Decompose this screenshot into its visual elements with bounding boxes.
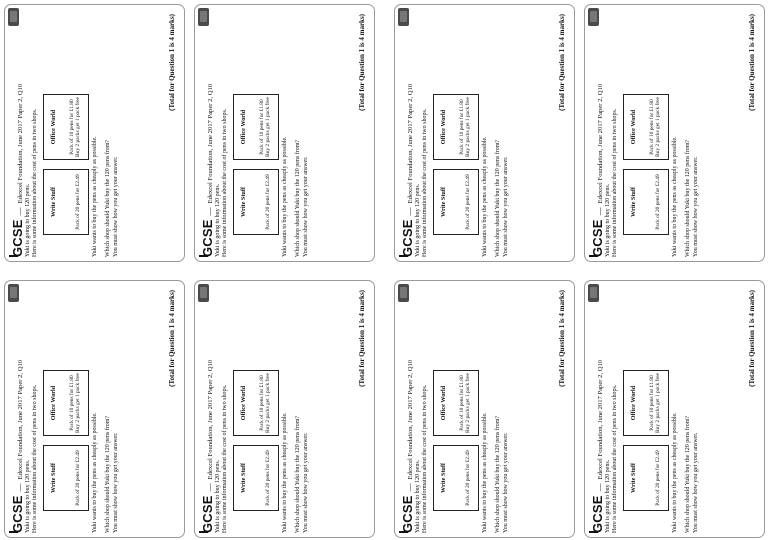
- shop-deal: [259, 96, 272, 158]
- header-separator: —: [15, 207, 24, 216]
- question-line: Which shop should Yuki buy the 120 pens from?: [495, 139, 502, 257]
- deal-line: Buy 2 packs get 1 pack free: [75, 373, 82, 433]
- total-marks: (Total for Question 1 is 4 marks): [358, 14, 366, 111]
- question-line: Yuki wants to buy the pens as cheaply as possible.: [671, 136, 678, 257]
- intro-line: Yuki is going to buy 120 pens.: [25, 183, 31, 257]
- shop-offer-box: [433, 445, 479, 511]
- header-separator: —: [15, 483, 24, 492]
- shop-name: Office World: [629, 385, 637, 421]
- question-line: Yuki wants to buy the pens as cheaply as possible.: [281, 136, 288, 257]
- deal-line: Pack of 20 pens for £2.49: [75, 174, 82, 230]
- deal-line: Pack of 20 pens for £2.49: [265, 450, 272, 506]
- question-line: You must show how you get your answer.: [692, 432, 699, 533]
- intro-line: Here is some information about the cost of pens in two shops.: [32, 108, 39, 257]
- deal-line: Buy 2 packs get 1 pack free: [265, 97, 272, 157]
- source-reference: Edexcel Foundation, June 2017 Paper 2, Q10: [17, 359, 24, 480]
- card-header: [10, 13, 25, 257]
- shop-name: Office World: [239, 385, 247, 421]
- shop-name: Office World: [439, 385, 447, 421]
- question-content: [5, 6, 184, 262]
- intro-line: Yuki is going to buy 120 pens.: [605, 183, 611, 257]
- subject-label: GCSE: [10, 495, 25, 533]
- shop-offer-box: [623, 445, 669, 511]
- deal-line: Pack of 20 pens for £2.49: [655, 174, 662, 230]
- shop-offers: [233, 289, 279, 511]
- question-card: [394, 280, 575, 538]
- deal-line: Buy 2 packs get 1 pack free: [75, 97, 82, 157]
- header-separator: —: [405, 483, 414, 492]
- shop-offer-box: [433, 370, 479, 436]
- shop-deal: [75, 447, 81, 509]
- intro-line: Here is some information about the cost of pens in two shops.: [222, 384, 229, 533]
- shop-name: Write Stuff: [629, 187, 637, 217]
- question-line: You must show how you get your answer.: [692, 156, 699, 257]
- question-card: [4, 280, 185, 538]
- shop-name: Office World: [439, 109, 447, 145]
- question-line: Yuki wants to buy the pens as cheaply as possible.: [481, 412, 488, 533]
- shop-deal: [649, 96, 662, 158]
- shop-name: Write Stuff: [49, 187, 57, 217]
- question-content: [195, 6, 374, 262]
- question-content: [585, 282, 764, 538]
- subject-label: GCSE: [200, 495, 215, 533]
- total-marks: (Total for Question 1 is 4 marks): [558, 14, 566, 111]
- shop-offers: [433, 13, 479, 235]
- shop-offer-box: [233, 445, 279, 511]
- shop-offer-box: [433, 94, 479, 160]
- intro-line: Here is some information about the cost of pens in two shops.: [612, 384, 619, 533]
- question-content: [395, 6, 574, 262]
- shop-name: Write Stuff: [239, 463, 247, 493]
- subject-label: GCSE: [400, 495, 415, 533]
- total-marks: (Total for Question 1 is 4 marks): [748, 290, 756, 387]
- subject-label: GCSE: [200, 219, 215, 257]
- shop-name: Office World: [49, 109, 57, 145]
- shop-offer-box: [433, 169, 479, 235]
- intro-line: Here is some information about the cost of pens in two shops.: [422, 108, 429, 257]
- question-content: [395, 282, 574, 538]
- card-header: [200, 13, 215, 257]
- shop-deal: [465, 171, 471, 233]
- shop-deal: [265, 171, 271, 233]
- intro-line: Here is some information about the cost of pens in two shops.: [422, 384, 429, 533]
- deal-line: Buy 2 packs get 1 pack free: [465, 97, 472, 157]
- total-marks: (Total for Question 1 is 4 marks): [168, 290, 176, 387]
- shop-deal: [649, 372, 662, 434]
- shop-deal: [259, 372, 272, 434]
- source-reference: Edexcel Foundation, June 2017 Paper 2, Q10: [17, 83, 24, 204]
- question-card: [394, 4, 575, 262]
- intro-line: Here is some information about the cost of pens in two shops.: [222, 108, 229, 257]
- shop-name: Office World: [239, 109, 247, 145]
- question-line: You must show how you get your answer.: [112, 156, 119, 257]
- shop-offer-box: [623, 370, 669, 436]
- intro-line: Yuki is going to buy 120 pens.: [415, 459, 421, 533]
- header-separator: —: [595, 483, 604, 492]
- card-header: [400, 13, 415, 257]
- shop-offers: [43, 13, 89, 235]
- deal-line: Pack of 20 pens for £2.49: [75, 450, 82, 506]
- shop-name: Write Stuff: [49, 463, 57, 493]
- shop-deal: [75, 171, 81, 233]
- subject-label: GCSE: [590, 219, 605, 257]
- shop-deal: [655, 171, 661, 233]
- question-line: Which shop should Yuki buy the 120 pens from?: [105, 415, 112, 533]
- source-reference: Edexcel Foundation, June 2017 Paper 2, Q10: [407, 83, 414, 204]
- deal-line: Buy 2 packs get 1 pack free: [265, 373, 272, 433]
- intro-line: Here is some information about the cost of pens in two shops.: [612, 108, 619, 257]
- deal-line: Buy 2 packs get 1 pack free: [465, 373, 472, 433]
- intro-line: Yuki is going to buy 120 pens.: [25, 459, 31, 533]
- header-separator: —: [405, 207, 414, 216]
- question-line: You must show how you get your answer.: [502, 432, 509, 533]
- card-header: [200, 289, 215, 533]
- source-reference: Edexcel Foundation, June 2017 Paper 2, Q10: [407, 359, 414, 480]
- shop-offer-box: [623, 94, 669, 160]
- source-reference: Edexcel Foundation, June 2017 Paper 2, Q10: [597, 83, 604, 204]
- shop-name: Write Stuff: [439, 187, 447, 217]
- shop-deal: [655, 447, 661, 509]
- shop-deal: [459, 372, 472, 434]
- question-card: [194, 4, 375, 262]
- shop-offer-box: [623, 169, 669, 235]
- shop-offers: [233, 13, 279, 235]
- deal-line: Pack of 20 pens for £2.49: [465, 174, 472, 230]
- source-reference: Edexcel Foundation, June 2017 Paper 2, Q10: [597, 359, 604, 480]
- shop-offer-box: [43, 169, 89, 235]
- intro-line: Yuki is going to buy 120 pens.: [215, 459, 221, 533]
- deal-line: Pack of 20 pens for £2.49: [265, 174, 272, 230]
- intro-line: Yuki is going to buy 120 pens.: [415, 183, 421, 257]
- shop-offers: [623, 289, 669, 511]
- header-separator: —: [205, 207, 214, 216]
- header-separator: —: [205, 483, 214, 492]
- deal-line: Pack of 20 pens for £2.49: [655, 450, 662, 506]
- shop-offer-box: [233, 94, 279, 160]
- question-line: Which shop should Yuki buy the 120 pens from?: [495, 415, 502, 533]
- subject-label: GCSE: [10, 219, 25, 257]
- subject-label: GCSE: [590, 495, 605, 533]
- question-card: [194, 280, 375, 538]
- deal-line: Pack of 10 pens for £1.80: [459, 99, 465, 155]
- intro-line: Here is some information about the cost of pens in two shops.: [32, 384, 39, 533]
- question-line: You must show how you get your answer.: [502, 156, 509, 257]
- question-line: You must show how you get your answer.: [302, 432, 309, 533]
- question-line: Which shop should Yuki buy the 120 pens from?: [105, 139, 112, 257]
- shop-deal: [465, 447, 471, 509]
- shop-offer-box: [43, 445, 89, 511]
- card-header: [400, 289, 415, 533]
- question-content: [5, 282, 184, 538]
- question-card: [4, 4, 185, 262]
- deal-line: Pack of 10 pens for £1.80: [69, 375, 75, 431]
- shop-name: Office World: [629, 109, 637, 145]
- question-line: Yuki wants to buy the pens as cheaply as possible.: [481, 136, 488, 257]
- shop-offer-box: [233, 370, 279, 436]
- question-card: [584, 280, 765, 538]
- header-separator: —: [595, 207, 604, 216]
- question-line: Which shop should Yuki buy the 120 pens from?: [685, 139, 692, 257]
- question-line: Yuki wants to buy the pens as cheaply as possible.: [91, 136, 98, 257]
- shop-deal: [265, 447, 271, 509]
- shop-deal: [69, 372, 82, 434]
- shop-name: Office World: [49, 385, 57, 421]
- shop-offers: [43, 289, 89, 511]
- deal-line: Pack of 10 pens for £1.80: [459, 375, 465, 431]
- question-line: You must show how you get your answer.: [302, 156, 309, 257]
- question-line: Yuki wants to buy the pens as cheaply as possible.: [91, 412, 98, 533]
- source-reference: Edexcel Foundation, June 2017 Paper 2, Q10: [207, 83, 214, 204]
- deal-line: Pack of 10 pens for £1.80: [259, 99, 265, 155]
- shop-offers: [623, 13, 669, 235]
- subject-label: GCSE: [400, 219, 415, 257]
- shop-offer-box: [233, 169, 279, 235]
- question-line: Which shop should Yuki buy the 120 pens from?: [295, 139, 302, 257]
- deal-line: Pack of 10 pens for £1.80: [649, 99, 655, 155]
- total-marks: (Total for Question 1 is 4 marks): [748, 14, 756, 111]
- question-line: Which shop should Yuki buy the 120 pens from?: [685, 415, 692, 533]
- card-header: [590, 289, 605, 533]
- shop-name: Write Stuff: [629, 463, 637, 493]
- shop-offer-box: [43, 370, 89, 436]
- shop-name: Write Stuff: [439, 463, 447, 493]
- deal-line: Pack of 10 pens for £1.80: [259, 375, 265, 431]
- question-content: [195, 282, 374, 538]
- question-line: You must show how you get your answer.: [112, 432, 119, 533]
- shop-offer-box: [43, 94, 89, 160]
- total-marks: (Total for Question 1 is 4 marks): [358, 290, 366, 387]
- intro-line: Yuki is going to buy 120 pens.: [215, 183, 221, 257]
- source-reference: Edexcel Foundation, June 2017 Paper 2, Q10: [207, 359, 214, 480]
- shop-offers: [433, 289, 479, 511]
- shop-name: Write Stuff: [239, 187, 247, 217]
- question-card: [584, 4, 765, 262]
- question-line: Yuki wants to buy the pens as cheaply as possible.: [281, 412, 288, 533]
- shop-deal: [459, 96, 472, 158]
- deal-line: Pack of 10 pens for £1.80: [69, 99, 75, 155]
- question-line: Yuki wants to buy the pens as cheaply as possible.: [671, 412, 678, 533]
- deal-line: Buy 2 packs get 1 pack free: [655, 373, 662, 433]
- question-content: [585, 6, 764, 262]
- shop-deal: [69, 96, 82, 158]
- card-header: [590, 13, 605, 257]
- total-marks: (Total for Question 1 is 4 marks): [558, 290, 566, 387]
- card-header: [10, 289, 25, 533]
- total-marks: (Total for Question 1 is 4 marks): [168, 14, 176, 111]
- deal-line: Pack of 10 pens for £1.80: [649, 375, 655, 431]
- deal-line: Pack of 20 pens for £2.49: [465, 450, 472, 506]
- question-line: Which shop should Yuki buy the 120 pens from?: [295, 415, 302, 533]
- intro-line: Yuki is going to buy 120 pens.: [605, 459, 611, 533]
- deal-line: Buy 2 packs get 1 pack free: [655, 97, 662, 157]
